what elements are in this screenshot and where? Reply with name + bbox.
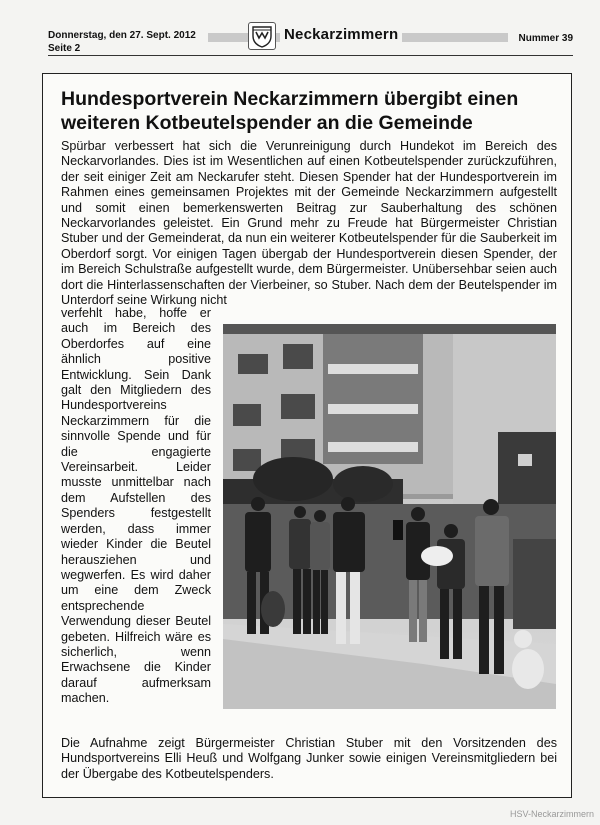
- photo-caption: Die Aufnahme zeigt Bürgermeister Christian Stuber mit den Vorsitzenden des Hundsportvereins Elli Heuß und Wolfgang Junker sowie einigen Vereinsmitgliedern bei der Übergabe des Kotbeutelspenders.: [61, 736, 557, 781]
- page-header: [48, 26, 573, 60]
- article-photo: [223, 324, 556, 709]
- header-rule: [48, 55, 573, 56]
- article-title: Hundesportverein Neckarzimmern übergibt einen weiteren Kotbeutelspender an die Gemeinde: [61, 88, 519, 134]
- article-frame: [42, 73, 572, 798]
- watermark: HSV-Neckarzimmern: [509, 809, 594, 819]
- page-number: Seite 2: [48, 43, 81, 54]
- article-body-intro: Spürbar verbessert hat sich die Verunreinigung durch Hundekot im Bereich des Neckarvorlandes. Dies ist im Wesentlichen auf einen Kotbeutelspender zurückzuführen, der seit einiger Zeit am Neckarufer steht. Diesen Spender hat der Hundesportverein im Rahmen eines gemeinsamen Projektes mit der Gemeinde Neckarzimmern aufgestellt und somit einen bemerkenswerten Beitrag zur Sauberhaltung des schönen Neckarvorlandes geleistet. Ein Grund mehr zu Freude hat Bürgermeister Christian Stuber und der Gemeinderat, da nun ein weiterer Kotbeutelspender für die Sauberkeit im Oberdorf sorgt. Vor einigen Tagen übergab der Hundesportverein diesen Spender, der im Bereich Schulstraße aufgestellt wurde, dem Bürgermeister. Unübersehbar seien auch dort die Hinterlassenschaften der Vierbeiner, so Stuber. Nach dem der Beutelspender im Unterdorf seine Wirkung nicht: [61, 139, 557, 308]
- article-body-column: verfehlt habe, hoffe er auch im Bereich des Oberdorfes auf eine ähnlich positive Entwicklung. Sein Dank galt den Mitgliedern des Hundesportvereins Neckarzimmern für die sinnvolle Spende und für die engagierte Vereinsarbeit. Leider musste unmittelbar nach dem Aufstellen des Spenders festgestellt werden, dass immer wieder Kinder die Beutel herausziehen und wegwerfen. Es wird daher um eine dem Zweck entsprechende Verwendung dieser Beutel gebeten. Hilfreich wäre es sicherlich, wenn Erwachsene die Kinder darauf aufmerksam machen.: [61, 306, 211, 706]
- publication-name: Neckarzimmern: [280, 26, 402, 43]
- coat-of-arms-icon: [248, 22, 276, 50]
- issue-number: Nummer 39: [518, 33, 573, 44]
- issue-date: Donnerstag, den 27. Sept. 2012: [48, 30, 196, 41]
